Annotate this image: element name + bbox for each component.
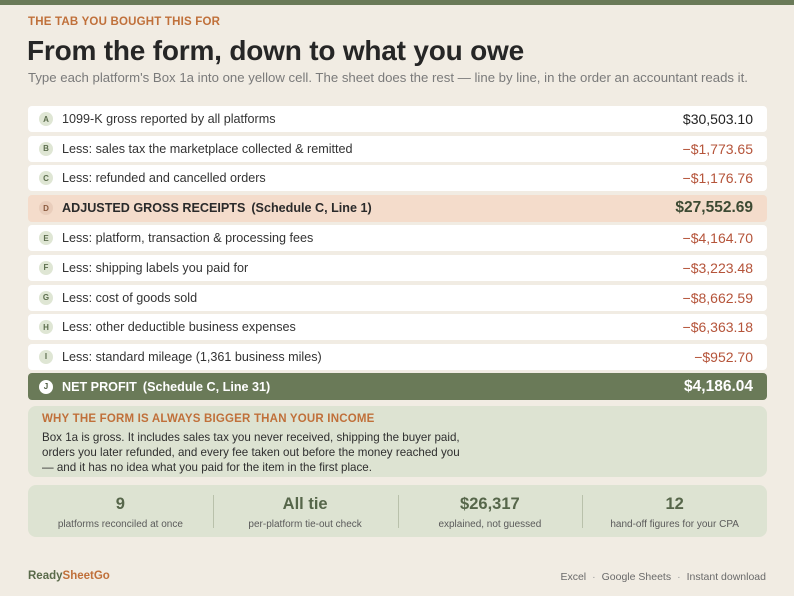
row-letter-badge: D: [39, 201, 53, 215]
stat-explained: [398, 485, 583, 537]
top-accent-bar: [0, 0, 794, 5]
stat-value: All tie: [282, 495, 328, 513]
row-label: [62, 201, 675, 215]
row-label: [62, 380, 684, 394]
row-amount: −$3,223.48: [682, 259, 753, 276]
row-amount: $30,503.10: [682, 111, 753, 127]
stat-platforms: [28, 485, 213, 537]
row-label: Less: standard mileage (1,361 business miles): [62, 349, 322, 364]
row-label-note: (Schedule C, Line 1): [251, 201, 372, 216]
stat-value: $26,317: [460, 495, 520, 513]
row-letter-badge: B: [39, 142, 53, 156]
row-label-text: ADJUSTED GROSS RECEIPTS: [62, 201, 246, 216]
separator-dot: ·: [677, 571, 681, 583]
row-amount: −$1,773.65: [682, 140, 753, 157]
row-amount: −$8,662.59: [682, 289, 753, 306]
row-label: Less: other deductible business expenses: [62, 320, 296, 335]
row-label: Less: refunded and cancelled orders: [62, 171, 266, 186]
separator-dot: ·: [592, 571, 596, 583]
row-label: Less: shipping labels you paid for: [62, 260, 249, 275]
row-amount: −$4,164.70: [682, 230, 753, 247]
row-letter-badge: G: [39, 291, 53, 305]
stat-label: explained, not guessed: [438, 519, 542, 530]
stats-bar: [28, 485, 767, 537]
stat-label: per-platform tie-out check: [248, 519, 362, 530]
row-label-note: (Schedule C, Line 31): [142, 379, 271, 394]
eyebrow-label: THE TAB YOU BOUGHT THIS FOR: [28, 16, 221, 28]
page-title: From the form, down to what you owe: [27, 35, 524, 66]
row-letter-badge: F: [39, 261, 53, 275]
table-row: [28, 255, 767, 281]
row-label: Less: cost of goods sold: [62, 290, 198, 305]
row-amount: −$6,363.18: [682, 319, 753, 336]
explanation-body: Box 1a is gross. It includes sales tax you never received, shipping the buyer paid, orders you later refunded, and every fee taken out before the money reached you — and it has no idea what you paid for the item in the first place.: [42, 431, 460, 474]
footer-features: [560, 571, 766, 583]
stat-cpa-figures: [582, 485, 767, 537]
stat-value: 12: [665, 495, 684, 513]
table-row: [28, 136, 767, 162]
explanation-title: WHY THE FORM IS ALWAYS BIGGER THAN YOUR INCOME: [42, 413, 375, 425]
row-amount: −$1,176.76: [682, 170, 753, 187]
calculation-table: [28, 106, 767, 404]
feature-excel: Excel: [560, 571, 587, 583]
row-amount: $27,552.69: [675, 199, 753, 217]
row-label-text: NET PROFIT: [62, 379, 137, 394]
row-amount: −$952.70: [694, 348, 753, 365]
table-row: [28, 314, 767, 340]
stat-tie-out: [213, 485, 398, 537]
row-letter-badge: A: [39, 112, 53, 126]
subtotal-row: [28, 195, 767, 222]
brand-part-1: Ready: [28, 570, 63, 582]
row-letter-badge: I: [39, 350, 53, 364]
row-label: Less: platform, transaction & processing fees: [62, 231, 314, 246]
explanation-panel: [28, 406, 767, 477]
row-label: 1099-K gross reported by all platforms: [62, 112, 276, 126]
row-letter-badge: J: [39, 380, 53, 394]
net-profit-row: [28, 373, 767, 400]
brand-part-2: SheetGo: [62, 570, 110, 582]
page-subtitle: Type each platform's Box 1a into one yellow cell. The sheet does the rest — line by line, in the order an accountant reads it.: [28, 70, 748, 85]
row-letter-badge: E: [39, 231, 53, 245]
table-row: [28, 285, 767, 311]
feature-google-sheets: Google Sheets: [601, 571, 672, 583]
table-row: [28, 225, 767, 251]
table-row: [28, 106, 767, 132]
stat-label: platforms reconciled at once: [57, 519, 183, 530]
row-letter-badge: H: [39, 320, 53, 334]
brand-logo: [28, 570, 110, 582]
feature-instant-download: Instant download: [686, 571, 766, 583]
stat-label: hand-off figures for your CPA: [610, 519, 739, 530]
row-letter-badge: C: [39, 171, 53, 185]
table-row: [28, 165, 767, 191]
table-row: [28, 344, 767, 370]
stat-value: 9: [115, 495, 125, 513]
row-label: Less: sales tax the marketplace collected & remitted: [62, 141, 353, 156]
row-amount: $4,186.04: [684, 377, 753, 395]
